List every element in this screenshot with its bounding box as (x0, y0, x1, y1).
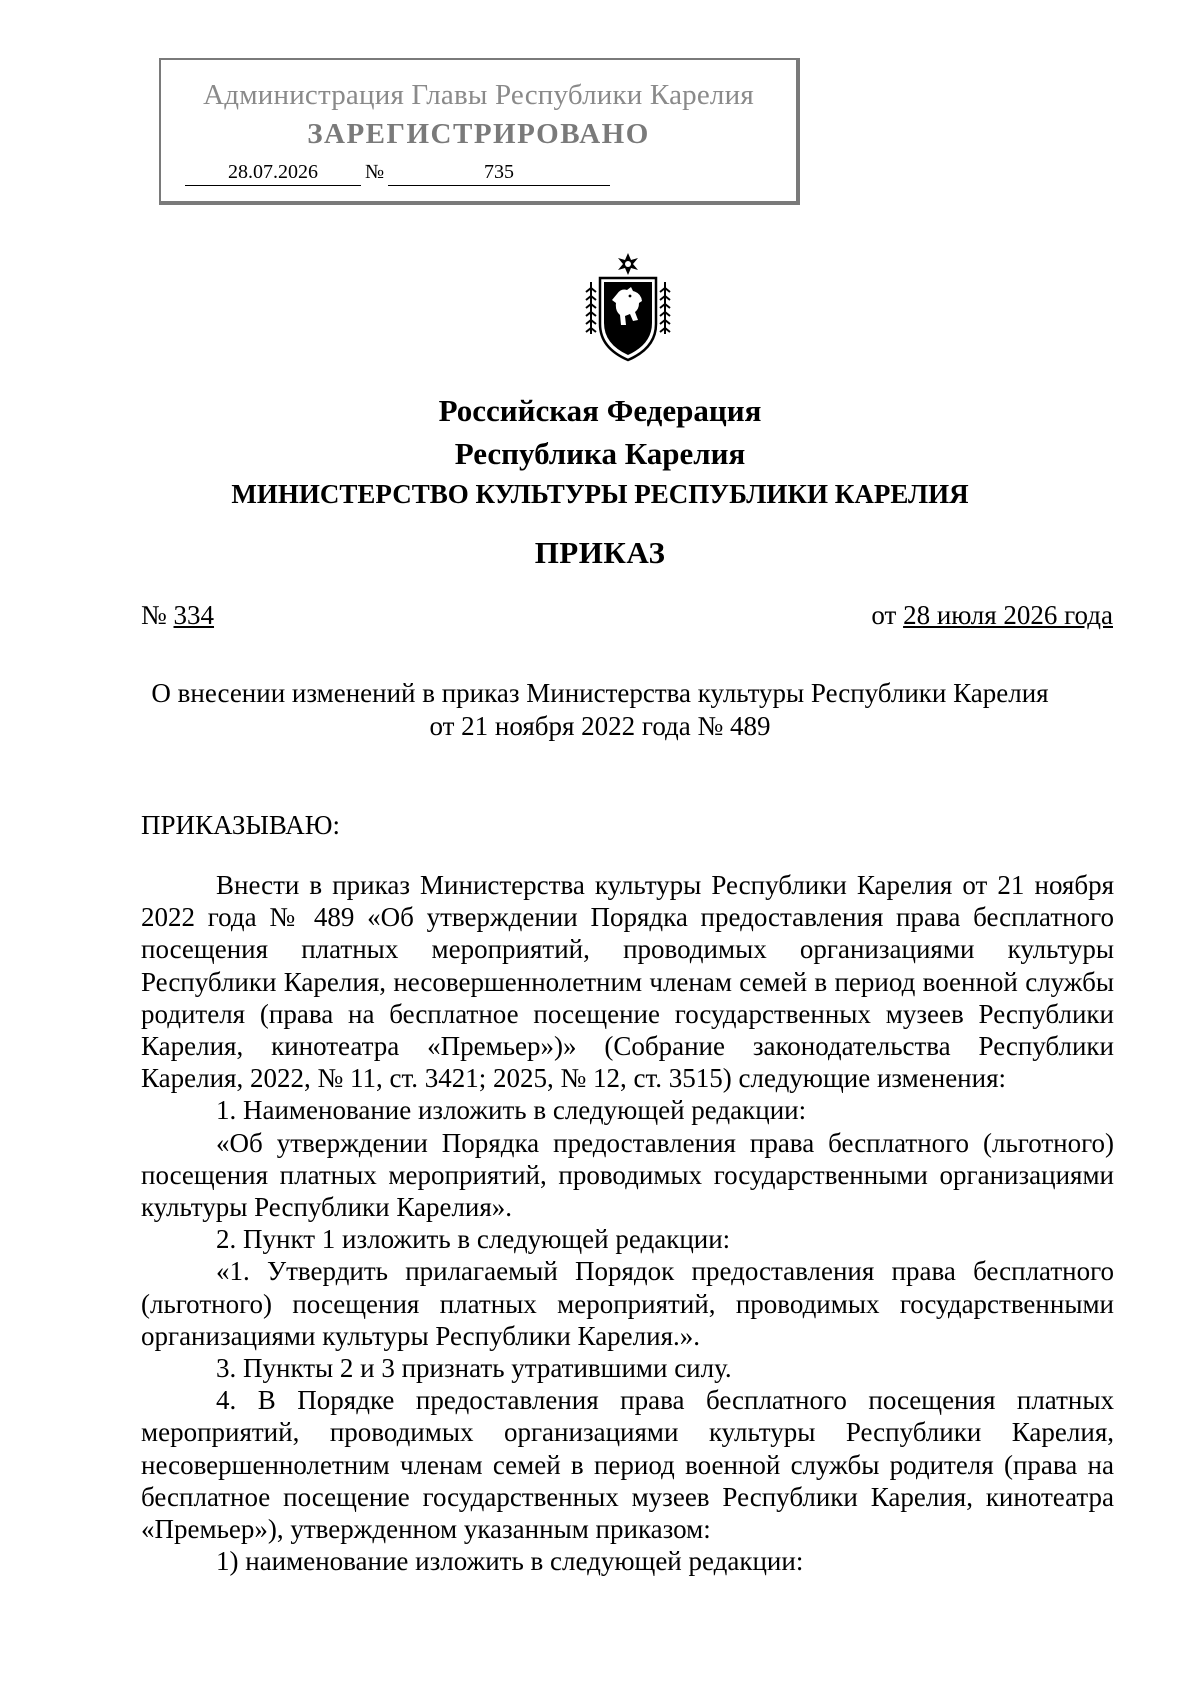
body-paragraph: «1. Утвердить прилагаемый Порядок предоставления права бесплатного (льготного) посещения платных мероприятий, проводимых государственными организациями культуры Республики Карелия.». (141, 1256, 1114, 1351)
order-date: 28 июля 2026 года (903, 600, 1113, 630)
order-directive: ПРИКАЗЫВАЮ: (141, 810, 340, 840)
body-list-item: 3. Пункты 2 и 3 признать утратившими силу. (216, 1353, 732, 1384)
stamp-reg-date: 28.07.2026 (185, 161, 361, 186)
karelia-coat-of-arms-icon (583, 252, 673, 367)
body-paragraph: «Об утверждении Порядка предоставления права бесплатного (льготного) посещения платных мероприятий, проводимых государственными организациями культуры Республики Карелия». (141, 1127, 1114, 1223)
stamp-reg-number: 735 (388, 161, 610, 186)
body-paragraph: 4. В Порядке предоставления права бесплатного посещения платных мероприятий, проводимых организациями культуры Республики Карелия, несовершеннолетним членам семей в период военной службы родителя (права на бесплатное посещение государственных музеев Республики Карелия, кинотеатра «Премьер»), утвержденном указанным приказом: (141, 1385, 1114, 1545)
header-ministry: МИНИСТЕРСТВО КУЛЬТУРЫ РЕСПУБЛИКИ КАРЕЛИЯ (231, 479, 969, 509)
document-type: ПРИКАЗ (534, 535, 666, 570)
order-number-label: № (141, 600, 167, 630)
header-country: Российская Федерация (438, 393, 762, 428)
body-paragraph: Внести в приказ Министерства культуры Республики Карелия от 21 ноября 2022 года № 489 «Об утверждении Порядка предоставления права бесплатного посещения платных мероприятий, проводимых организациями культуры Республики Карелия, несовершеннолетним членам семей в период военной службы родителя (права на бесплатное посещение государственных музеев Республики Карелия, кинотеатра «Премьер»)» (Собрание законодательства Республики Карелия, 2022, № 11, ст. 3421; 2025, № 12, ст. 3515) следующие изменения: (141, 870, 1114, 1094)
order-number: 334 (173, 600, 215, 630)
stamp-registered: ЗАРЕГИСТРИРОВАНО (307, 118, 650, 150)
body-list-item: 2. Пункт 1 изложить в следующей редакции: (216, 1224, 731, 1255)
registration-stamp (159, 58, 800, 205)
order-date-prefix: от (871, 600, 897, 630)
stamp-registration-row (161, 161, 796, 191)
order-date-line (871, 600, 1113, 631)
stamp-reg-no-label: № (365, 161, 385, 183)
document-subject (0, 677, 1200, 743)
body-list-item: 1) наименование изложить в следующей редакции: (216, 1546, 804, 1577)
document-body (141, 869, 1114, 1577)
header-republic: Республика Карелия (454, 436, 746, 471)
subject-line-1: О внесении изменений в приказ Министерства культуры Республики Карелия (151, 678, 1049, 708)
body-list-item: 1. Наименование изложить в следующей редакции: (216, 1095, 807, 1126)
order-number-line (141, 600, 214, 631)
stamp-authority: Администрация Главы Республики Карелия (203, 79, 754, 111)
subject-line-2: от 21 ноября 2022 года № 489 (429, 711, 771, 741)
